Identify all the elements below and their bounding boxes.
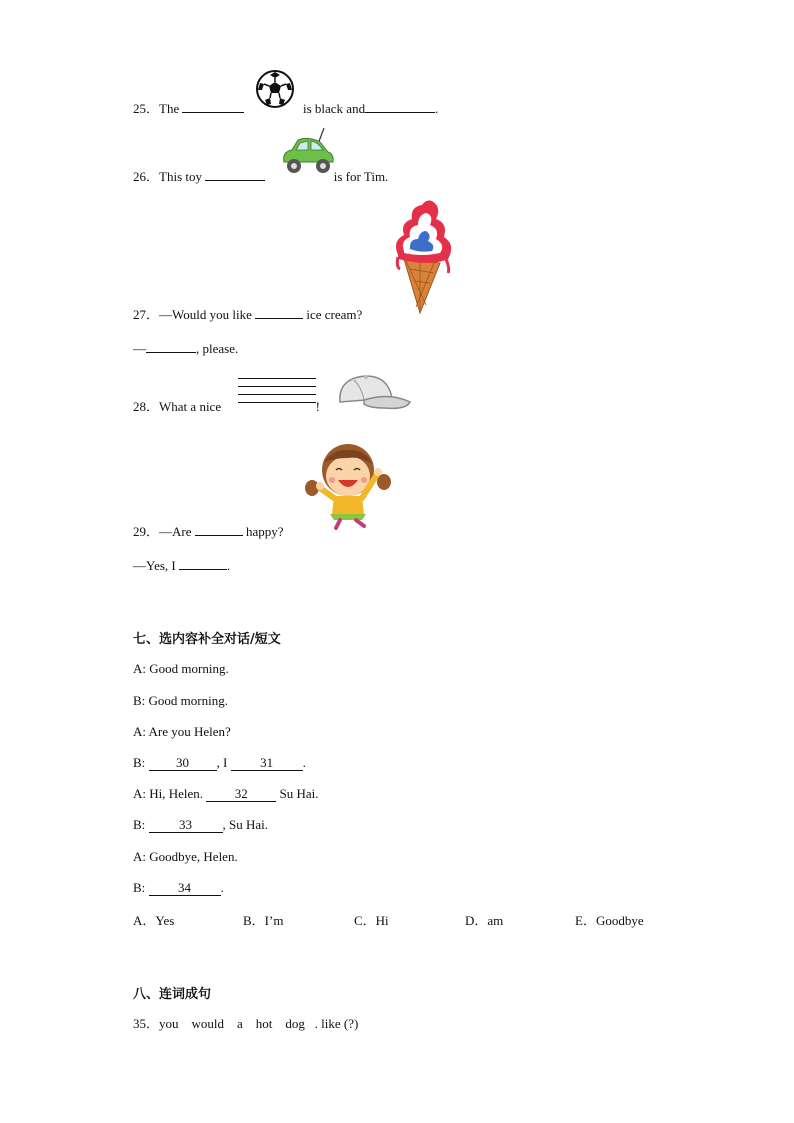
section-7-title: 七、选内容补全对话/短文 xyxy=(133,632,281,647)
dialogue-line-4: B: 30 , I 31 . xyxy=(133,755,306,770)
answer-blank[interactable] xyxy=(365,100,435,113)
option-a[interactable]: A．Yes xyxy=(133,913,175,928)
answer-blank[interactable] xyxy=(205,168,265,181)
question-27-reply: — , please. xyxy=(133,341,239,356)
dialogue-line-5: A: Hi, Helen. 32 Su Hai. xyxy=(133,786,319,801)
dialogue-line-7: A: Goodbye, Helen. xyxy=(133,849,238,864)
happy-girl-icon xyxy=(304,438,394,532)
question-29-reply: —Yes, I . xyxy=(133,558,231,573)
option-e[interactable]: E．Goodbye xyxy=(575,913,644,928)
answer-blank[interactable] xyxy=(255,306,303,319)
question-29: 29．—Are happy? xyxy=(133,524,284,539)
answer-blank[interactable] xyxy=(182,100,244,113)
answer-blank[interactable] xyxy=(146,340,196,353)
question-27: 27．—Would you like ice cream? xyxy=(133,307,363,322)
soccer-ball-icon xyxy=(255,69,295,109)
answer-blank[interactable] xyxy=(179,557,227,570)
option-d[interactable]: D．am xyxy=(465,913,504,928)
toy-car-icon xyxy=(278,126,338,180)
question-35: 35．you would a hot dog . like (?) xyxy=(133,1016,359,1031)
dialogue-line-3: A: Are you Helen? xyxy=(133,724,231,739)
question-26: 26．This toy is for Tim. xyxy=(133,169,389,184)
blank-32[interactable]: 32 xyxy=(206,787,276,802)
blank-31[interactable]: 31 xyxy=(231,756,303,771)
blank-30[interactable]: 30 xyxy=(149,756,217,771)
blank-34[interactable]: 34 xyxy=(149,881,221,896)
question-28: 28．What a nice ! xyxy=(133,399,320,414)
ice-cream-icon xyxy=(390,197,462,315)
option-b[interactable]: B．I’m xyxy=(243,913,284,928)
question-25: 25．The is black and . xyxy=(133,101,439,116)
cap-icon xyxy=(334,372,412,412)
blank-33[interactable]: 33 xyxy=(149,818,223,833)
section-8-title: 八、连词成句 xyxy=(133,987,212,1002)
dialogue-line-8: B: 34 . xyxy=(133,880,224,895)
dialogue-line-1: A: Good morning. xyxy=(133,661,229,676)
dialogue-line-6: B: 33 , Su Hai. xyxy=(133,817,269,832)
dialogue-line-2: B: Good morning. xyxy=(133,693,228,708)
answer-blank[interactable] xyxy=(195,523,243,536)
option-c[interactable]: C．Hi xyxy=(354,913,389,928)
